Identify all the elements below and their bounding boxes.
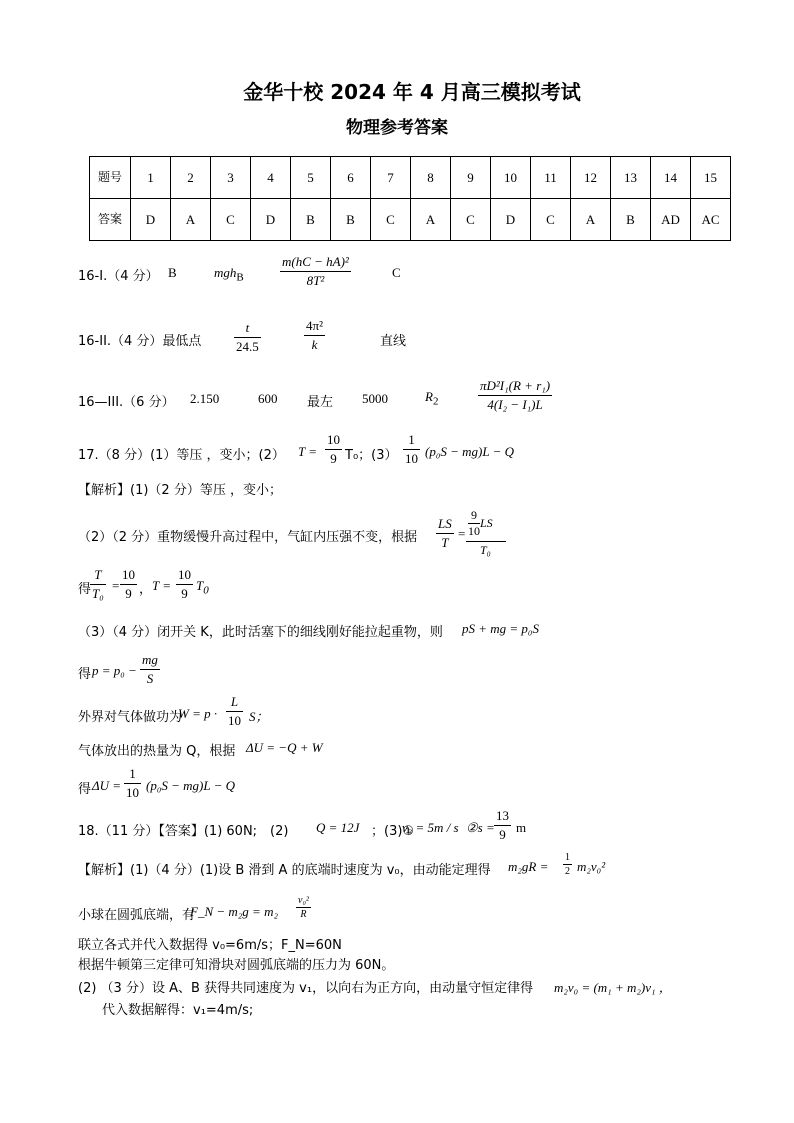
- q18-answer-s: ②s =: [466, 820, 495, 835]
- q18-line-b: 根据牛顿第三定律可知滑块对圆弧底端的压力为 60N。: [78, 958, 395, 973]
- q17-ratio-rhs-den: T₀: [480, 543, 491, 557]
- q16-1-mgh-sub: B: [236, 271, 244, 284]
- q18-answer-text: 18.（11 分）【答案】(1) 60N; (2): [78, 824, 289, 839]
- q16-3-fraction-num: πD²I₁(R + r₁): [480, 378, 551, 393]
- q18-line-a: 联立各式并代入数据得 v₀=6m/s；F_N=60N: [78, 938, 342, 953]
- q17-ratio-lhs-num: LS: [438, 516, 452, 531]
- q17-ten-b: 10: [468, 524, 480, 538]
- q16-2-fraction-2-den: k: [304, 335, 325, 353]
- q16-1-fraction-den: 8T²: [280, 271, 351, 289]
- answer-cell: D: [131, 199, 171, 241]
- q16-1-fraction: [280, 254, 351, 289]
- answer-cell: B: [611, 199, 651, 241]
- q17-work-eq: W = p ·: [178, 706, 218, 721]
- q16-1-fraction-num: m(hC − hA)²: [282, 254, 349, 269]
- q16-3-r-sub: 2: [432, 395, 439, 408]
- q17-ls: LS: [480, 516, 493, 530]
- q16-3-fraction-den: 4(I₂ − I₁)L: [478, 395, 552, 413]
- answer-cell: D: [251, 199, 291, 241]
- q16-3-r: R: [425, 389, 433, 404]
- q18-line-c: (2) （3 分）设 A、B 获得共同速度为 v₁，以向右为正方向，由动量守恒定律得: [78, 981, 534, 996]
- q18-half-num: 1: [565, 852, 570, 863]
- q18-s-fraction-den: 9: [494, 825, 511, 843]
- q18-answer-q: Q = 12J: [316, 820, 360, 835]
- q17-heat-text: 气体放出的热量为 Q，根据: [78, 744, 236, 759]
- q18-bottom-eq: F_N − m₂g = m₂: [190, 904, 278, 919]
- q17-answer-t0: T₀；(3）: [345, 448, 398, 463]
- q18-line-c-eq: m₂v₀ = (m₁ + m₂)v₁ ，: [554, 980, 672, 995]
- q17-ratio-rhs-numerator: [468, 508, 493, 539]
- q17-ratio-lhs-den: T: [436, 533, 454, 551]
- answer-cell: AD: [651, 199, 691, 241]
- q17-work-fraction: [226, 694, 243, 729]
- q17-du-fraction-den: 10: [126, 785, 139, 800]
- q16-2-fraction-1-num: t: [245, 320, 250, 335]
- q17-analysis-3-eq: pS + mg = p₀S: [462, 621, 539, 636]
- q16-3-answer-2: 600: [258, 391, 278, 406]
- q18-bottom-fraction-den: R: [296, 907, 311, 920]
- question-number: 6: [331, 157, 371, 199]
- question-number: 2: [171, 157, 211, 199]
- q16-1-answer-1: B: [168, 265, 177, 280]
- answer-cell: D: [491, 199, 531, 241]
- q18-bottom-fraction: [296, 895, 311, 920]
- q17-p-fraction: [140, 652, 160, 687]
- table-header-answer: 答案: [90, 199, 131, 241]
- q18-s-fraction: [494, 808, 511, 843]
- question-number: 12: [571, 157, 611, 199]
- q17-result-1-den: T₀: [92, 586, 104, 601]
- q17-p-eq: p = p₀ −: [92, 663, 137, 678]
- q18-analysis-1: 【解析】(1)（4 分）(1)设 B 滑到 A 的底端时速度为 v₀，由动能定理得: [78, 863, 491, 878]
- q18-analysis-1-eq-tail: m₂v₀²: [577, 859, 606, 874]
- q17-work-text: 外界对气体做功为: [78, 710, 183, 725]
- q16-2-label: 16-II.（4 分）最低点: [78, 334, 202, 349]
- q17-work-fraction-den: 10: [228, 713, 241, 728]
- question-number: 10: [491, 157, 531, 199]
- q17-analysis-3: （3）（4 分）闭开关 K，此时活塞下的细线刚好能拉起重物，则: [78, 625, 443, 640]
- answer-cell: C: [211, 199, 251, 241]
- q17-answer-t: T =: [298, 444, 318, 459]
- q18-s-unit: m: [516, 820, 527, 835]
- q17-p-prefix: 得: [78, 667, 92, 682]
- q17-result-2: T =: [152, 578, 172, 593]
- q17-ratio-rhs-bar: [466, 541, 506, 542]
- q18-answer-v: v₃ = 5m / s: [402, 820, 459, 835]
- q17-work-fraction-num: L: [230, 694, 239, 709]
- q16-2-answer-3: 直线: [380, 334, 407, 349]
- q17-result-1: [90, 567, 106, 602]
- table-header-number: 题号: [90, 157, 131, 199]
- q17-analysis-1: 【解析】(1)（2 分）等压 ，变小；: [78, 483, 282, 498]
- q17-answer-text: 17.（8 分）(1）等压 ，变小；(2）: [78, 448, 285, 463]
- q17-result-2-t0: $T_0$: [196, 578, 209, 597]
- q17-nine: 9: [471, 508, 477, 522]
- q17-answer-fraction-den: 9: [325, 449, 342, 467]
- q16-2-fraction-2: [304, 318, 325, 353]
- q17-result-2-value: [176, 567, 193, 602]
- q17-answer-energy: (p₀S − mg)L − Q: [425, 444, 514, 459]
- q18-answer-3: ；(3)①: [371, 824, 415, 839]
- q16-3-fraction: [478, 378, 552, 413]
- question-number: 15: [691, 157, 731, 199]
- q17-du-fraction-num: 1: [129, 766, 136, 781]
- q17-work-tail: S；: [249, 709, 269, 724]
- q16-2-fraction-1: [234, 320, 261, 355]
- q17-result-1-value-den: 9: [120, 584, 137, 602]
- q16-2-fraction-2-num: 4π²: [306, 318, 323, 333]
- q18-bottom-fraction-num: v₀²: [298, 895, 309, 906]
- question-number: 3: [211, 157, 251, 199]
- q17-ten: 10: [405, 451, 418, 466]
- question-number: 1: [131, 157, 171, 199]
- answer-cell: A: [171, 199, 211, 241]
- answer-cell: C: [531, 199, 571, 241]
- q17-result-2-value-num: 10: [178, 567, 191, 582]
- answer-cell: C: [371, 199, 411, 241]
- question-number: 5: [291, 157, 331, 199]
- q16-3-answer-5: [425, 389, 438, 408]
- q18-analysis-1-eq: m₂gR =: [508, 859, 549, 874]
- q18-line-d: 代入数据解得：v₁=4m/s;: [102, 1003, 254, 1018]
- q16-1-mgh: mgh: [214, 265, 237, 280]
- q17-one: 1: [408, 432, 415, 447]
- answer-cell: C: [451, 199, 491, 241]
- q16-3-answer-3: 最左: [307, 395, 334, 410]
- question-number: 8: [411, 157, 451, 199]
- q17-ratio-eq: =: [458, 526, 466, 541]
- answer-cell: B: [291, 199, 331, 241]
- question-number: 7: [371, 157, 411, 199]
- answer-cell: B: [331, 199, 371, 241]
- q17-p-fraction-num: mg: [142, 652, 158, 667]
- q18-half-fraction: [563, 852, 572, 877]
- q17-du-tail: (p₀S − mg)L − Q: [146, 778, 235, 793]
- q16-3-answer-1: 2.150: [190, 391, 220, 406]
- q17-analysis-2: （2）（2 分）重物缓慢升高过程中，气缸内压强不变，根据: [78, 530, 418, 545]
- q17-du-fraction: [124, 766, 141, 801]
- q18-half-den: 2: [565, 866, 570, 877]
- q17-heat-eq: ΔU = −Q + W: [246, 740, 323, 755]
- q17-result-1-value: [120, 567, 137, 602]
- question-number: 14: [651, 157, 691, 199]
- q17-du-prefix: 得: [78, 782, 92, 797]
- table-row-answers: [90, 199, 731, 241]
- q17-result-1-eq: =: [112, 578, 120, 593]
- q17-answer-fraction: [325, 432, 342, 467]
- exam-title: 金华十校 2024 年 4 月高三模拟考试: [243, 80, 581, 104]
- q17-result-prefix: 得: [78, 582, 92, 597]
- question-number: 13: [611, 157, 651, 199]
- q16-3-answer-4: 5000: [362, 391, 388, 406]
- q17-result-1-num: T: [94, 567, 102, 582]
- q17-ratio-lhs: [436, 516, 454, 551]
- q18-s-fraction-num: 13: [496, 808, 509, 823]
- table-row-numbers: [90, 157, 731, 199]
- answer-cell: AC: [691, 199, 731, 241]
- q16-1-answer-2: [214, 265, 244, 284]
- q16-1-answer-4: C: [392, 265, 401, 280]
- q17-result-comma: ，: [139, 582, 153, 597]
- question-number: 4: [251, 157, 291, 199]
- q17-p-fraction-den: S: [140, 669, 160, 687]
- q17-answer-fraction-num: 10: [327, 432, 340, 447]
- answer-cell: A: [411, 199, 451, 241]
- q17-result-2-value-den: 9: [176, 584, 193, 602]
- answer-subtitle: 物理参考答案: [346, 118, 448, 138]
- q17-result-1-value-num: 10: [122, 567, 135, 582]
- q16-3-label: 16—III.（6 分）: [78, 395, 175, 410]
- answer-table: [89, 156, 731, 241]
- q16-2-fraction-1-den: 24.5: [236, 339, 259, 354]
- q16-1-label: 16-I.（4 分）: [78, 269, 159, 284]
- question-number: 11: [531, 157, 571, 199]
- question-number: 9: [451, 157, 491, 199]
- q18-bottom-text: 小球在圆弧底端，有: [78, 908, 196, 923]
- q17-du-eq: ΔU =: [92, 778, 122, 793]
- answer-cell: A: [571, 199, 611, 241]
- q17-answer-one-tenth: [403, 432, 420, 467]
